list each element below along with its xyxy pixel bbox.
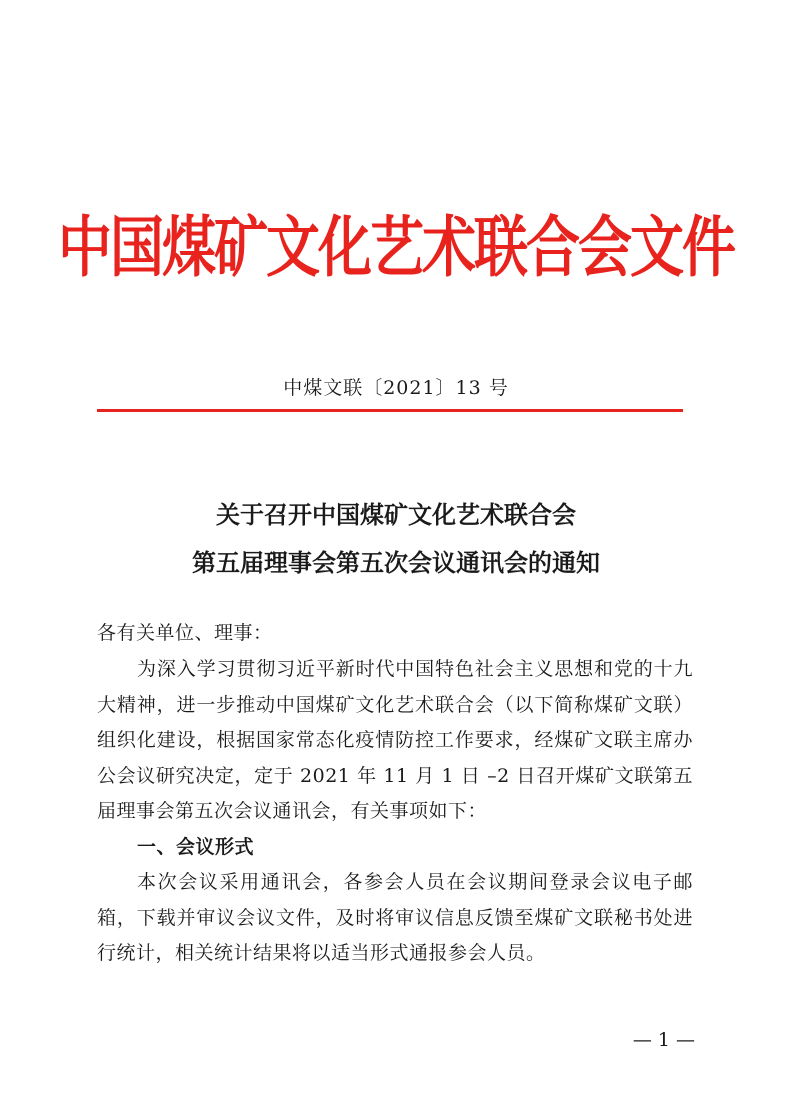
body-paragraph-meeting-format: 本次会议采用通讯会，各参会人员在会议期间登录会议电子邮箱，下载并审议会议文件，及时将审议信息反馈至煤矿文联秘书处进行统计，相关统计结果将以适当形式通报参会人员。 bbox=[97, 871, 693, 965]
section-heading-meeting-format: 一、会议形式 bbox=[137, 836, 255, 858]
notice-title-line-2: 第五届理事会第五次会议通讯会的通知 bbox=[192, 548, 600, 577]
red-divider-line bbox=[97, 409, 683, 412]
salutation: 各有关单位、理事： bbox=[97, 622, 273, 644]
document-masthead: 中国煤矿文化艺术联合会文件 bbox=[58, 209, 734, 287]
page-number: — 1 — bbox=[632, 1029, 695, 1051]
body-paragraph-intro: 为深入学习贯彻习近平新时代中国特色社会主义思想和党的十九大精神，进一步推动中国煤矿文化艺术联合会（以下简称煤矿文联）组织化建设，根据国家常态化疫情防控工作要求，经煤矿文联主席办公会议研究决定，定于 2021 年 11 月 1 日 –2 日召开煤矿文联第五届理事会第五次会议通讯会，有关事项如下： bbox=[97, 658, 693, 823]
notice-title-line-1: 关于召开中国煤矿文化艺术联合会 bbox=[216, 500, 576, 529]
document-number: 中煤文联〔2021〕13 号 bbox=[283, 377, 509, 399]
